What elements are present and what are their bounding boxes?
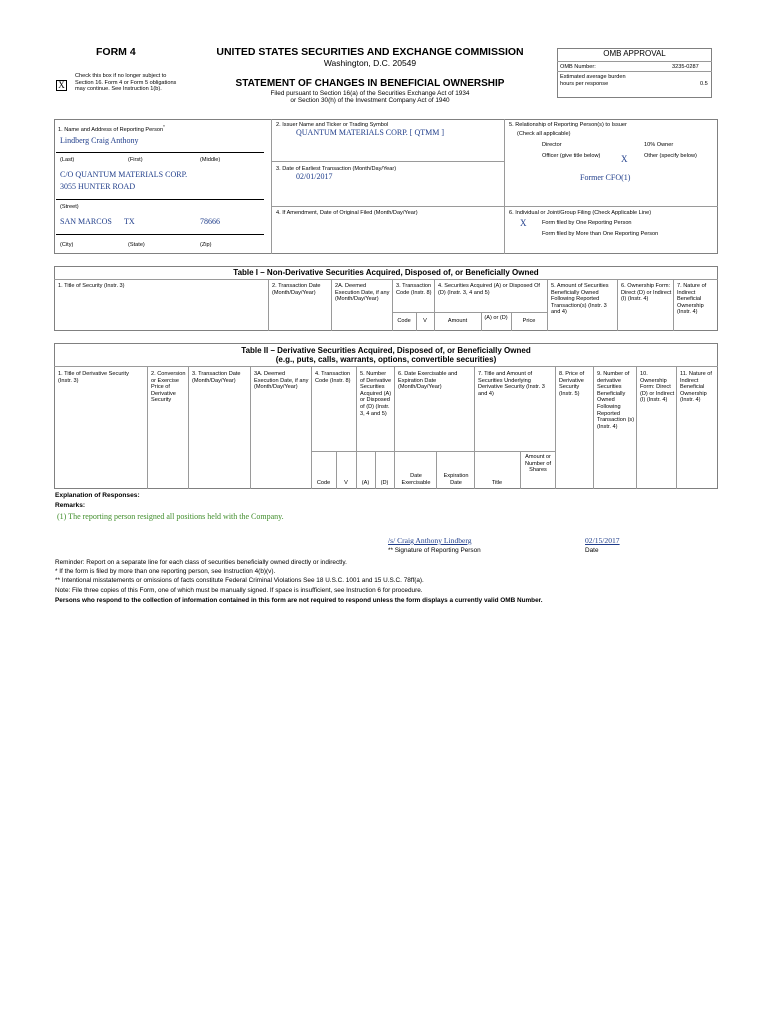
t2-sub-code: Code bbox=[316, 480, 331, 486]
statement-title: STATEMENT OF CHANGES IN BENEFICIAL OWNERSHIP bbox=[235, 78, 505, 89]
note-file-copies: Note: File three copies of this Form, one of which must be manually signed. If space is insufficient, see Instruction 6 for procedure. bbox=[55, 587, 423, 594]
section16-checkbox[interactable]: X bbox=[56, 80, 67, 91]
t2-col4-header: 4. Transaction Code (Instr. 8) bbox=[315, 371, 351, 384]
first-label: (First) bbox=[128, 157, 143, 163]
officer-label[interactable]: Officer (give title below) bbox=[542, 153, 601, 159]
last-label: (Last) bbox=[60, 157, 75, 163]
omb-burden-label: Estimated average burden hours per response bbox=[560, 74, 626, 87]
persons-notice: Persons who respond to the collection of information contained in this form are not required to respond unless the form displays a currently valid OMB Number. bbox=[55, 597, 543, 604]
t2-col3-header: 3. Transaction Date (Month/Day/Year) bbox=[192, 371, 241, 384]
t1-sub-code: Code bbox=[397, 318, 411, 324]
state-label: (State) bbox=[128, 242, 145, 248]
table2-title: Table II – Derivative Securities Acquired, Disposed of, or Beneficially Owned bbox=[241, 346, 531, 355]
street-label: (Street) bbox=[60, 204, 79, 210]
filed-pursuant-line1: Filed pursuant to Section 16(a) of the Securities Exchange Act of 1934 bbox=[270, 90, 470, 97]
box2-label: 2. Issuer Name and Ticker or Trading Symbol bbox=[276, 122, 389, 128]
table2-subtitle: (e.g., puts, calls, warrants, options, convertible securities) bbox=[275, 355, 497, 364]
explanation-label: Explanation of Responses: bbox=[55, 492, 140, 499]
t1-col2-header: 2. Transaction Date (Month/Day/Year) bbox=[272, 283, 321, 296]
t2-col1-header: 1. Title of Derivative Security (Instr. 3) bbox=[58, 371, 129, 384]
t2-col6-header: 6. Date Exercisable and Expiration Date (Month/Day/Year) bbox=[398, 371, 458, 391]
other-label[interactable]: Other (specify below) bbox=[644, 153, 697, 159]
officer-title-value: Former CFO(1) bbox=[580, 173, 631, 182]
t1-col3-header: 3. Transaction Code (Instr. 8) bbox=[396, 283, 432, 296]
t1-col7-header: 7. Nature of Indirect Beneficial Ownership (Instr. 4) bbox=[677, 283, 707, 316]
signature-label: ** Signature of Reporting Person bbox=[388, 547, 481, 554]
signature-date: 02/15/2017 bbox=[585, 536, 620, 545]
zip-value: 78666 bbox=[200, 217, 220, 226]
signature-value: /s/ Craig Anthony Lindberg bbox=[388, 536, 472, 545]
t1-col2a-header: 2A. Deemed Execution Date, if any (Month/Day/Year) bbox=[335, 283, 390, 303]
t1-sub-price: Price bbox=[522, 318, 536, 324]
zip-label: (Zip) bbox=[200, 242, 212, 248]
address-line2: 3055 HUNTER ROAD bbox=[60, 182, 136, 191]
commission-city: Washington, D.C. 20549 bbox=[323, 58, 417, 68]
box1-label: 1. Name and Address of Reporting Person* bbox=[58, 124, 165, 133]
t2-col3a-header: 3A. Deemed Execution Date, if any (Month/Day/Year) bbox=[254, 371, 309, 391]
t2-col11-header: 11. Nature of Indirect Beneficial Ownership (Instr. 4) bbox=[680, 371, 712, 404]
t2-col7-header: 7. Title and Amount of Securities Underlying Derivative Security (Instr. 3 and 4) bbox=[478, 371, 545, 397]
officer-check-mark[interactable]: X bbox=[621, 154, 628, 164]
multi-person-label[interactable]: Form filed by More than One Reporting Person bbox=[542, 231, 659, 237]
omb-burden-value: 0.5 bbox=[700, 81, 708, 87]
commission-title: UNITED STATES SECURITIES AND EXCHANGE COMMISSION bbox=[216, 46, 524, 58]
box5-label: 5. Relationship of Reporting Person(s) to Issuer bbox=[509, 122, 627, 128]
remark-1: (1) The reporting person resigned all positions held with the Company. bbox=[57, 512, 284, 521]
t1-col1-header: 1. Title of Security (Instr. 3) bbox=[58, 283, 125, 289]
issuer-value: QUANTUM MATERIALS CORP. [ QTMM ] bbox=[296, 128, 445, 137]
date-label: Date bbox=[585, 547, 599, 554]
omb-number-label: OMB Number: bbox=[560, 64, 596, 70]
t2-sub-d: (D) bbox=[380, 480, 389, 486]
state-value: TX bbox=[124, 217, 135, 226]
t1-col4-header: 4. Securities Acquired (A) or Disposed Of (D) (Instr. 3, 4 and 5) bbox=[438, 283, 540, 296]
remarks-label: Remarks: bbox=[55, 502, 86, 509]
t2-sub-v: V bbox=[344, 480, 348, 486]
box3-label: 3. Date of Earliest Transaction (Month/Day/Year) bbox=[276, 166, 397, 172]
city-value: SAN MARCOS bbox=[60, 217, 112, 226]
box6-label: 6. Individual or Joint/Group Filing (Check Applicable Line) bbox=[509, 210, 652, 216]
t1-sub-v: V bbox=[423, 318, 427, 324]
ten-percent-label[interactable]: 10% Owner bbox=[644, 142, 674, 148]
check-all-label: (Check all applicable) bbox=[517, 131, 571, 137]
reporter-name: Lindberg Craig Anthony bbox=[60, 136, 139, 145]
note-star: * If the form is filed by more than one reporting person, see Instruction 4(b)(v). bbox=[55, 568, 276, 575]
city-label: (City) bbox=[60, 242, 74, 248]
t2-col8-header: 8. Price of Derivative Security (Instr. 5) bbox=[559, 371, 585, 397]
t2-sub-title: Title bbox=[491, 480, 503, 486]
one-person-mark[interactable]: X bbox=[520, 218, 527, 228]
t2-col9-header: 9. Number of derivative Securities Beneficially Owned Following Reported Transaction (s) (Instr. 4) bbox=[597, 371, 635, 430]
t1-sub-amount: Amount bbox=[447, 318, 468, 324]
filed-pursuant-line2: or Section 30(h) of the Investment Company Act of 1940 bbox=[290, 97, 450, 104]
t2-sub-expiration: Expiration Date bbox=[443, 473, 469, 486]
omb-title: OMB APPROVAL bbox=[603, 49, 666, 58]
t2-sub-a: (A) bbox=[361, 480, 370, 486]
director-label[interactable]: Director bbox=[542, 142, 562, 148]
t2-col10-header: 10. Ownership Form: Direct (D) or Indirect (I) (Instr. 4) bbox=[640, 371, 675, 404]
t2-col5-header: 5. Number of Derivative Securities Acquired (A) or Disposed of (D) (Instr. 3, 4 and 5) bbox=[360, 371, 392, 417]
reminder-text: Reminder: Report on a separate line for each class of securities beneficially owned directly or indirectly. bbox=[55, 559, 347, 566]
t2-col2-header: 2. Conversion or Exercise Price of Derivative Security bbox=[151, 371, 186, 404]
box4-label: 4. If Amendment, Date of Original Filed (Month/Day/Year) bbox=[276, 210, 418, 216]
omb-number-value: 3235-0287 bbox=[672, 64, 699, 70]
t1-col5-header: 5. Amount of Securities Beneficially Owned Following Reported Transaction(s) (Instr. 3 and 4) bbox=[551, 283, 609, 316]
t1-col6-header: 6. Ownership Form: Direct (D) or Indirect (I) (Instr. 4) bbox=[621, 283, 672, 303]
middle-label: (Middle) bbox=[200, 157, 221, 163]
table1-title: Table I – Non-Derivative Securities Acquired, Disposed of, or Beneficially Owned bbox=[233, 268, 539, 277]
section16-text: Check this box if no longer subject to Section 16. Form 4 or Form 5 obligations may continue. See Instruction 1(b). bbox=[75, 73, 177, 93]
t2-sub-amount: Amount or Number of Shares bbox=[524, 454, 552, 474]
t1-sub-ad: (A) or (D) bbox=[484, 315, 508, 321]
one-person-label[interactable]: Form filed by One Reporting Person bbox=[542, 220, 632, 226]
address-line1: C/O QUANTUM MATERIALS CORP. bbox=[60, 170, 188, 179]
earliest-date: 02/01/2017 bbox=[296, 172, 333, 181]
t2-sub-date-exercisable: Date Exercisable bbox=[401, 473, 431, 486]
form-label: FORM 4 bbox=[96, 46, 136, 58]
note-double-star: ** Intentional misstatements or omissions of facts constitute Federal Criminal Violations See 18 U.S.C. 1001 and 15 U.S.C. 78ff(a). bbox=[55, 577, 424, 584]
